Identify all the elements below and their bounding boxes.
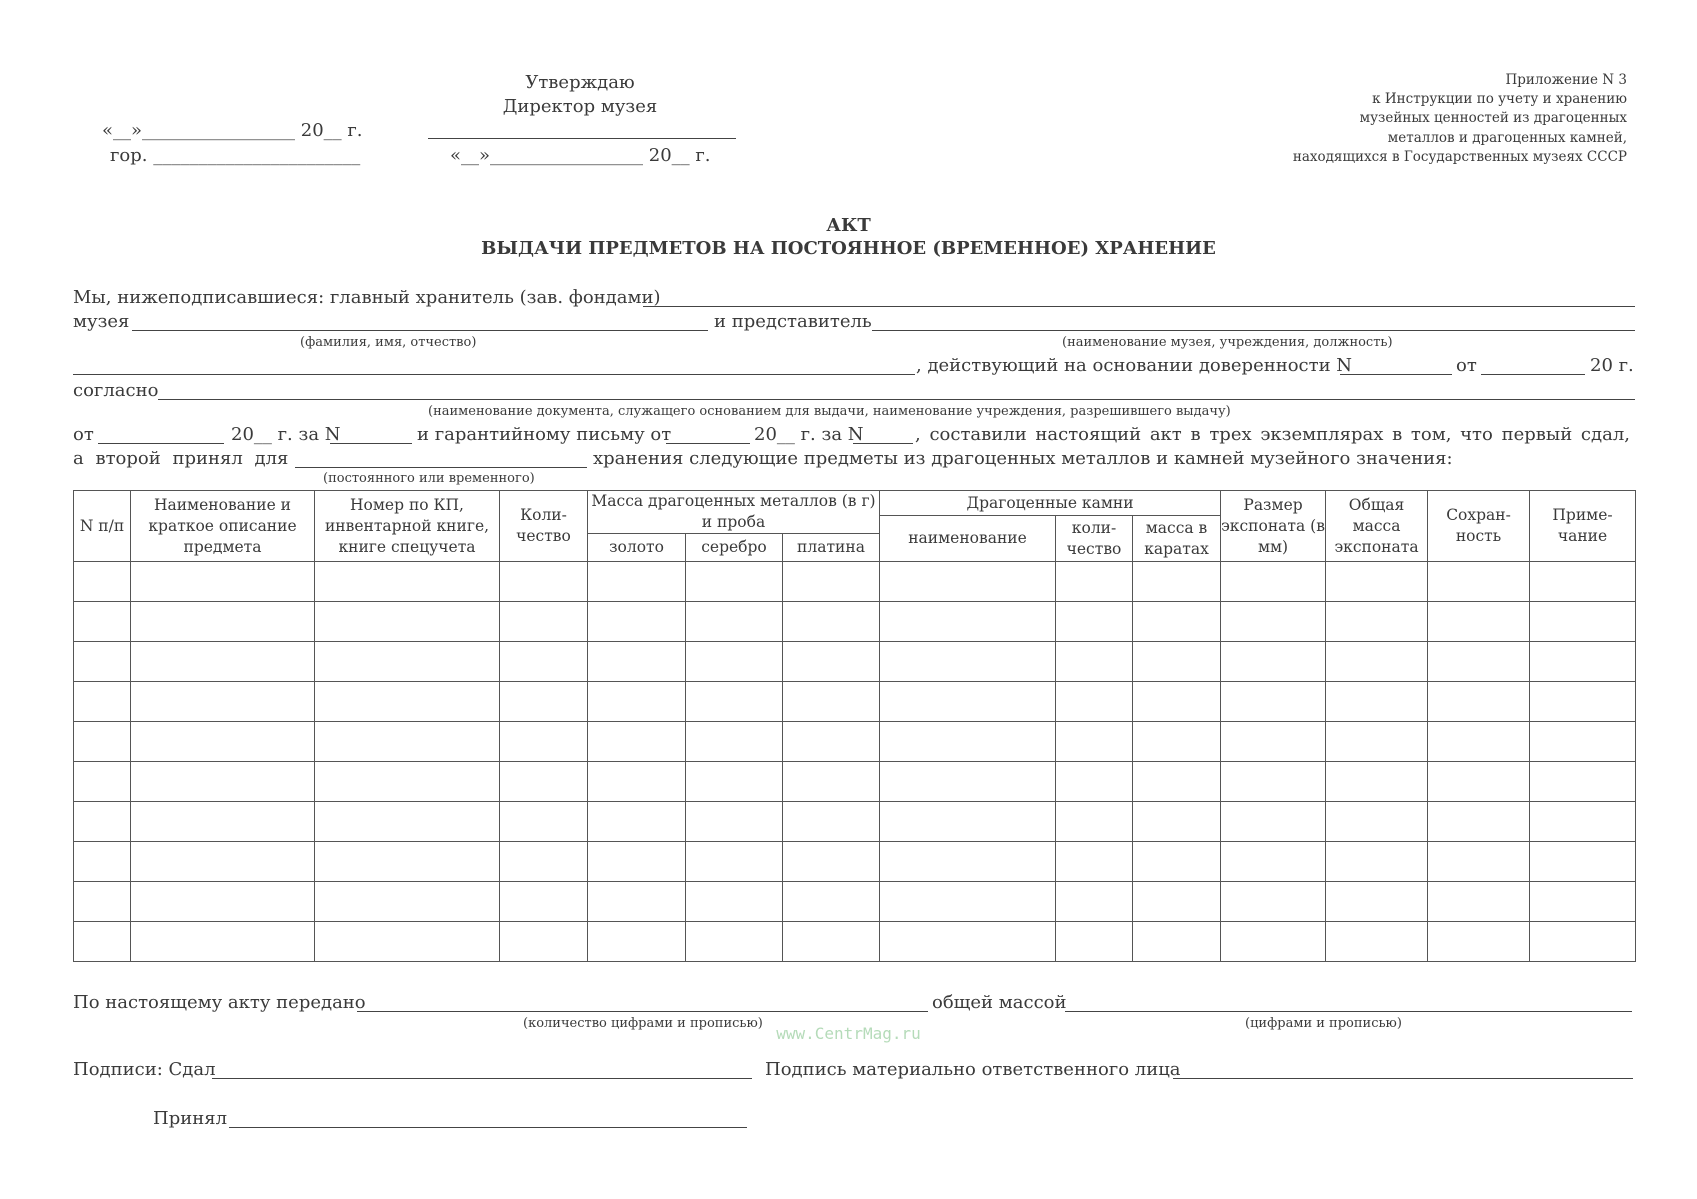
table-cell[interactable] [1428,602,1530,642]
table-cell[interactable] [1326,682,1428,722]
transferred-quantity-line [357,1011,928,1012]
doc-from-label: от [73,424,94,445]
table-cell[interactable] [588,722,686,762]
table-row [74,682,1636,722]
table-cell[interactable] [686,882,783,922]
col-note-header: Приме-чание [1530,491,1636,562]
table-body [74,562,1636,962]
act-subtitle: ВЫДАЧИ ПРЕДМЕТОВ НА ПОСТОЯННОЕ (ВРЕМЕННОЕ) ХРАНЕНИЕ [481,238,1216,259]
table-cell[interactable] [783,802,880,842]
table-cell[interactable] [1056,602,1133,642]
table-cell[interactable] [1056,722,1133,762]
stones-group-header: Драгоценные камни [880,491,1221,516]
table-cell[interactable] [686,602,783,642]
table-cell[interactable] [588,922,686,962]
storage-type-line [295,467,587,468]
total-mass-line [1065,1011,1632,1012]
table-cell[interactable] [74,762,131,802]
table-cell[interactable] [1428,562,1530,602]
table-cell[interactable] [1133,562,1221,602]
table-cell[interactable] [74,602,131,642]
chief-keeper-label: Мы, нижеподписавшиеся: главный хранитель (зав. фондами) [73,287,661,308]
basis-document-line [158,399,1635,400]
doc-year-label: 20__ г. за N [231,424,341,445]
accepted-label: Принял [153,1108,228,1129]
table-cell[interactable] [1221,722,1326,762]
metals-group-header: Масса драгоценных металлов (в г) и проба [588,491,880,534]
table-cell[interactable] [1221,922,1326,962]
representative-label: и представитель [714,311,872,332]
table-cell[interactable] [686,762,783,802]
table-cell[interactable] [1530,722,1636,762]
accepted-signature-line [229,1127,747,1128]
table-cell[interactable] [1326,602,1428,642]
stone-mass-header: масса в каратах [1133,516,1221,562]
table-cell[interactable] [131,802,315,842]
table-cell[interactable] [1221,642,1326,682]
appendix-line: Приложение N 3 [1505,72,1627,88]
attorney-date-line [1481,374,1585,375]
table-cell[interactable] [131,682,315,722]
table-cell[interactable] [1530,602,1636,642]
table-cell[interactable] [315,922,500,962]
appendix-line: металлов и драгоценных камней, [1387,129,1627,146]
table-cell[interactable] [686,562,783,602]
signatures-handed-label: Подписи: Сдал [73,1059,216,1080]
table-cell[interactable] [686,922,783,962]
table-cell[interactable] [1133,602,1221,642]
table-cell[interactable] [1221,602,1326,642]
approve-role: Директор музея [502,96,658,117]
table-cell[interactable] [500,562,588,602]
table-cell[interactable] [588,602,686,642]
approve-title: Утверждаю [525,72,635,93]
table-cell[interactable] [880,882,1056,922]
table-cell[interactable] [315,762,500,802]
items-statement: хранения следующие предметы из драгоценных металлов и камней музейного значения: [593,448,1453,469]
table-cell[interactable] [500,682,588,722]
table-cell[interactable] [315,802,500,842]
power-of-attorney-label: , действующий на основании доверенности N [916,355,1353,376]
table-cell[interactable] [880,642,1056,682]
table-cell[interactable] [131,722,315,762]
attorney-year-label: 20 г. [1590,355,1634,376]
hint-digits: (цифрами и прописью) [1245,1016,1402,1031]
table-cell[interactable] [500,642,588,682]
table-cell[interactable] [1056,922,1133,962]
approve-date-field: «__»_________________ 20__ г. [450,145,711,166]
table-cell[interactable] [315,642,500,682]
table-cell[interactable] [74,842,131,882]
responsible-person-label: Подпись материально ответственного лица [765,1059,1181,1080]
act-title: АКТ [826,215,871,236]
platinum-header: платина [783,534,880,562]
table-cell[interactable] [686,802,783,842]
table-cell[interactable] [783,762,880,802]
table-cell[interactable] [783,642,880,682]
act-statement: , составили настоящий акт в трех экземплярах в том, что первый сдал, [915,424,1630,445]
col-kp-header: Номер по КП, инвентарной книге, книге спецучета [315,491,500,562]
table-cell[interactable] [1326,802,1428,842]
table-cell[interactable] [1428,802,1530,842]
doc-number-line [330,443,412,444]
table-cell[interactable] [131,642,315,682]
table-cell[interactable] [1133,722,1221,762]
table-cell[interactable] [315,882,500,922]
doc-date-line [98,443,224,444]
table-cell[interactable] [1133,802,1221,842]
table-cell[interactable] [686,682,783,722]
according-label: согласно [73,380,159,401]
table-cell[interactable] [1221,682,1326,722]
table-cell[interactable] [783,562,880,602]
table-cell[interactable] [74,882,131,922]
table-cell[interactable] [1221,802,1326,842]
attorney-number-line [1340,374,1452,375]
city-field: гор. _______________________ [110,145,361,166]
guarantee-year-label: 20__ г. за N [754,424,864,445]
table-cell[interactable] [1056,562,1133,602]
table-cell[interactable] [500,802,588,842]
table-cell[interactable] [1133,842,1221,882]
representative-line [872,330,1635,331]
table-cell[interactable] [1326,722,1428,762]
table-cell[interactable] [783,882,880,922]
table-cell[interactable] [1326,922,1428,962]
table-cell[interactable] [1428,642,1530,682]
table-cell[interactable] [74,642,131,682]
table-cell[interactable] [131,882,315,922]
table-cell[interactable] [74,722,131,762]
table-cell[interactable] [500,922,588,962]
table-cell[interactable] [1428,682,1530,722]
museum-name-line [132,330,708,331]
table-row [74,802,1636,842]
table-cell[interactable] [315,602,500,642]
appendix-line: музейных ценностей из драгоценных [1359,110,1627,127]
table-cell[interactable] [880,802,1056,842]
col-number-header: N п/п [74,491,131,562]
table-cell[interactable] [880,922,1056,962]
table-cell[interactable] [686,722,783,762]
appendix-line: к Инструкции по учету и хранению [1372,91,1627,108]
table-cell[interactable] [783,682,880,722]
table-row [74,882,1636,922]
table-cell[interactable] [880,602,1056,642]
table-cell[interactable] [1326,562,1428,602]
museum-label: музея [73,311,130,332]
hint-organization: (наименование музея, учреждения, должность) [1062,335,1393,350]
table-cell[interactable] [1428,762,1530,802]
table-row [74,602,1636,642]
representative-name-line [73,374,915,375]
table-cell[interactable] [131,762,315,802]
table-cell[interactable] [1530,562,1636,602]
table-cell[interactable] [1530,842,1636,882]
table-cell[interactable] [315,562,500,602]
table-cell[interactable] [783,842,880,882]
col-size-header: Размер экспоната (в мм) [1221,491,1326,562]
table-cell[interactable] [880,842,1056,882]
hint-fio: (фамилия, имя, отчество) [300,335,477,350]
table-cell[interactable] [1221,842,1326,882]
watermark: www.CentrMag.ru [776,1024,921,1043]
table-cell[interactable] [315,682,500,722]
table-row [74,722,1636,762]
chief-keeper-line [643,306,1635,307]
table-cell[interactable] [1133,642,1221,682]
table-cell[interactable] [1133,762,1221,802]
table-cell[interactable] [1056,642,1133,682]
table-cell[interactable] [783,602,880,642]
col-total-mass-header: Общая масса экспоната [1326,491,1428,562]
table-cell[interactable] [588,882,686,922]
table-cell[interactable] [1428,882,1530,922]
table-cell[interactable] [1428,842,1530,882]
appendix-line: находящихся в Государственных музеях СССР [1292,148,1627,165]
table-cell[interactable] [1056,762,1133,802]
table-cell[interactable] [686,642,783,682]
guarantee-number-line [853,443,913,444]
table-cell[interactable] [1221,762,1326,802]
table-cell[interactable] [880,762,1056,802]
table-row [74,922,1636,962]
attorney-from-label: от [1456,355,1477,376]
table-cell[interactable] [880,682,1056,722]
table-cell[interactable] [131,562,315,602]
col-condition-header: Сохран-ность [1428,491,1530,562]
table-cell[interactable] [588,682,686,722]
table-cell[interactable] [1530,642,1636,682]
table-cell[interactable] [1133,882,1221,922]
table-cell[interactable] [1428,722,1530,762]
table-cell[interactable] [1428,922,1530,962]
table-cell[interactable] [588,762,686,802]
table-cell[interactable] [74,802,131,842]
table-cell[interactable] [1530,922,1636,962]
table-cell[interactable] [74,682,131,722]
table-row [74,762,1636,802]
stone-name-header: наименование [880,516,1056,562]
col-quantity-header: Коли-чество [500,491,588,562]
table-cell[interactable] [1056,802,1133,842]
director-signature-line [428,138,736,139]
table-cell[interactable] [1326,642,1428,682]
table-row [74,842,1636,882]
table-cell[interactable] [1326,762,1428,802]
table-cell[interactable] [588,842,686,882]
guarantee-letter-label: и гарантийному письму от [417,424,672,445]
table-cell[interactable] [500,882,588,922]
table-cell[interactable] [783,722,880,762]
hint-quantity: (количество цифрами и прописью) [523,1016,763,1031]
items-table [73,490,1636,962]
handed-signature-line [212,1078,752,1079]
table-cell[interactable] [588,802,686,842]
table-cell[interactable] [880,722,1056,762]
table-cell[interactable] [1056,882,1133,922]
table-cell[interactable] [315,842,500,882]
table-cell[interactable] [880,562,1056,602]
table-cell[interactable] [588,642,686,682]
table-cell[interactable] [500,602,588,642]
table-cell[interactable] [131,842,315,882]
table-cell[interactable] [315,722,500,762]
guarantee-date-line [666,443,750,444]
table-cell[interactable] [1326,882,1428,922]
table-cell[interactable] [74,562,131,602]
table-cell[interactable] [1530,882,1636,922]
silver-header: серебро [686,534,783,562]
table-cell[interactable] [1530,802,1636,842]
table-cell[interactable] [1221,882,1326,922]
total-mass-label: общей массой [932,992,1067,1013]
table-cell[interactable] [131,602,315,642]
table-cell[interactable] [1326,842,1428,882]
transferred-label: По настоящему акту передано [73,992,366,1013]
table-cell[interactable] [588,562,686,602]
table-cell[interactable] [1056,682,1133,722]
col-name-header: Наименование и краткое описание предмета [131,491,315,562]
table-cell[interactable] [131,922,315,962]
stone-quantity-header: коли-чество [1056,516,1133,562]
table-cell[interactable] [1530,682,1636,722]
table-cell[interactable] [500,722,588,762]
table-cell[interactable] [686,842,783,882]
table-cell[interactable] [500,842,588,882]
table-row [74,642,1636,682]
table-cell[interactable] [1133,682,1221,722]
gold-header: золото [588,534,686,562]
hint-storage-type: (постоянного или временного) [323,471,535,486]
appendix-note [1267,71,1627,167]
responsible-signature-line [1173,1078,1633,1079]
table-cell[interactable] [500,762,588,802]
table-cell[interactable] [783,922,880,962]
table-cell[interactable] [1133,922,1221,962]
table-row [74,562,1636,602]
table-cell[interactable] [1530,762,1636,802]
table-cell[interactable] [1221,562,1326,602]
hint-basis-document: (наименование документа, служащего основанием для выдачи, наименование учреждения, разрешившего выдачу) [428,404,1231,419]
receiver-label: а второй принял для [73,448,289,469]
table-cell[interactable] [74,922,131,962]
date-field-left: «__»_________________ 20__ г. [102,120,363,141]
table-cell[interactable] [1056,842,1133,882]
